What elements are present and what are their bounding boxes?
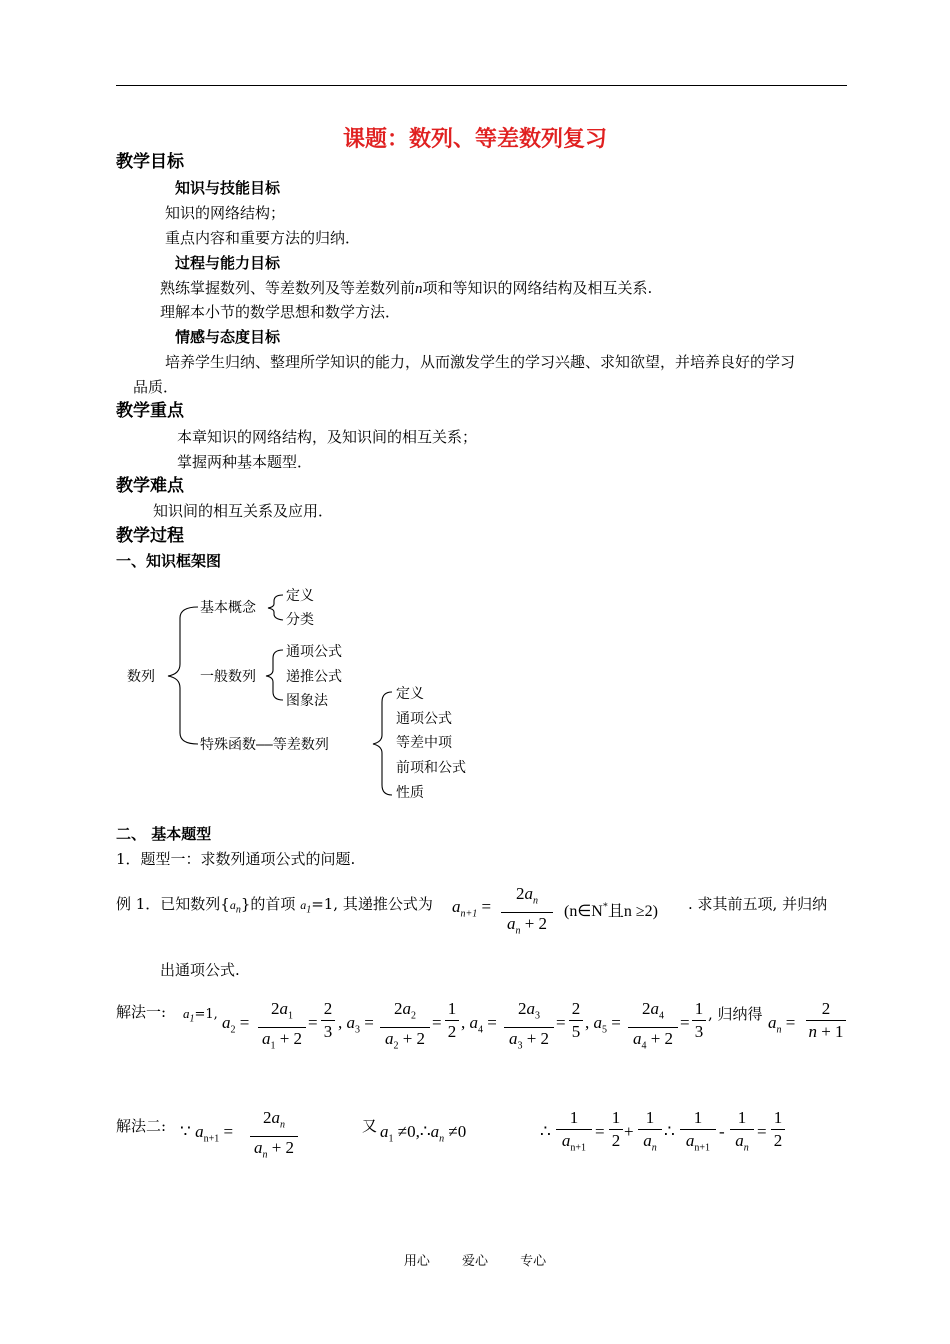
recurrence-condition: (n∈N*且n ≥2) [564,901,658,920]
tree-general-child: 通项公式 [286,644,342,660]
a5-eq: = [680,1013,690,1032]
a2-value: 2 3 [321,999,335,1042]
section-basic-types: 二、 基本题型 [116,825,212,843]
because-lhs: ∵ $a_{n+1}$ = [180,1122,234,1145]
root-brace [168,607,198,744]
example1-text: 例 1．已知数列$\{a_n\}$的首项 $a_1=1$, 其递推公式为 [116,895,433,916]
key-point-item: 掌握两种基本题型． [177,453,313,471]
a4-lhs: , $a_4$ = [461,1013,497,1036]
conclude-label: , 归纳得 [708,1005,763,1023]
tree-special: 特殊函数——等差数列 [200,737,329,753]
footer-item: 专心 [520,1254,547,1269]
example1-line2: 出通项公式. [160,961,240,979]
tree-general-child: 递推公式 [286,669,342,685]
tree-basic-child: 定义 [286,588,314,604]
process-item: 熟练掌握数列、等差数列及等差数列前n项和等知识的网络结构及相互关系. [160,279,653,297]
a2-lhs: $a_2$ = [222,1013,250,1036]
a3-fraction: $2a_2$ $a_2 + 2$ [380,999,430,1057]
a3-value: 1 2 [445,999,459,1042]
emotion-heading: 情感与态度目标 [175,328,281,346]
tree-special-child: 等差中项 [396,735,452,751]
also-label: 又 [362,1117,378,1135]
half: 1 2 [609,1108,623,1151]
tree-special-child: 通项公式 [396,711,452,727]
tree-basic-child: 分类 [286,612,314,628]
solution1-a1: $a_1=1$, [183,1006,218,1025]
a5-value: 1 3 [692,999,706,1042]
key-point-item: 本章知识的网络结构，及知识间的相互关系； [177,428,478,446]
page-footer [0,1250,950,1269]
a2-fraction: $2a_1$ $a_1 + 2$ [258,999,306,1057]
a4-eq: = [556,1013,566,1032]
recip-an: 1 $a_n$ [638,1108,662,1158]
recip-an1-2: 1 $a_{n+1}$ [680,1108,716,1158]
solution1-label: 解法一: [116,1003,167,1021]
process-section-heading: 教学过程 [116,526,184,546]
general-brace [266,650,283,700]
emotion-line: 品质． [133,378,179,396]
a3-lhs: , $a_3$ = [338,1013,374,1036]
nonzero-statement: $a_1$ $\ne 0,\therefore a_n \ne 0$ [380,1122,467,1145]
tree-root: 数列 [127,669,155,685]
eq-sign: = [595,1122,605,1141]
an-formula: 2 n + 1 [806,999,846,1042]
recip-an-2: 1 $a_n$ [730,1108,754,1158]
objectives-heading: 教学目标 [116,152,184,172]
footer-item: 爱心 [461,1254,488,1269]
tree-general-child: 图象法 [286,693,328,709]
an-lhs: $a_n$ = [768,1013,796,1036]
knowledge-heading: 知识与技能目标 [175,179,281,197]
special-brace [373,692,392,795]
emotion-line: 培养学生归纳、整理所学知识的能力，从而激发学生的学习兴趣、求知欲望，并培养良好的学习 [165,353,796,371]
a3-eq: = [432,1013,442,1032]
section-knowledge-map: 一、知识框架图 [116,552,222,570]
tree-special-child: 性质 [396,785,424,801]
recurrence-lhs: $a_{n+1}$ = [452,897,492,920]
tree-special-child: 前项和公式 [396,760,466,776]
process-heading: 过程与能力目标 [175,254,281,272]
half-2: 1 2 [771,1108,785,1151]
minus-sign: - [719,1122,725,1141]
a5-lhs: , $a_5$ = [585,1013,621,1036]
a4-fraction: $2a_3$ $a_3 + 2$ [504,999,554,1057]
therefore-symbol-2: ∴ [664,1122,675,1141]
page-title: 课题：数列、等差数列复习 [342,127,607,152]
knowledge-item: 知识的网络结构； [165,204,286,222]
example1-suffix: . 求其前五项, 并归纳 [688,895,828,913]
eq-sign-2: = [757,1122,767,1141]
because-fraction: $2a_n$ $a_n + 2$ [250,1108,298,1166]
knowledge-item: 重点内容和重要方法的归纳． [165,229,361,247]
difficulties-heading: 教学难点 [116,476,184,496]
basic-brace [268,595,283,620]
key-points-heading: 教学重点 [116,401,184,421]
a5-fraction: $2a_4$ $a_4 + 2$ [628,999,678,1057]
plus-sign: + [624,1122,634,1141]
recip-an1: 1 $a_{n+1}$ [556,1108,592,1158]
a4-value: 2 5 [569,999,583,1042]
recurrence-fraction: $2a_n$ $a_n + 2$ [501,884,553,942]
type1-label: 1．题型一：求数列通项公式的问题. [116,850,356,868]
footer-item: 用心 [403,1254,430,1269]
tree-special-child: 定义 [396,686,424,702]
difficulty-item: 知识间的相互关系及应用． [153,502,334,520]
solution2-label: 解法二: [116,1117,167,1135]
tree-general: 一般数列 [200,669,256,685]
therefore-symbol: ∴ [540,1122,551,1141]
tree-basic: 基本概念 [200,600,256,616]
process-item: 理解本小节的数学思想和数学方法． [160,303,401,321]
a2-eq: = [308,1013,318,1032]
